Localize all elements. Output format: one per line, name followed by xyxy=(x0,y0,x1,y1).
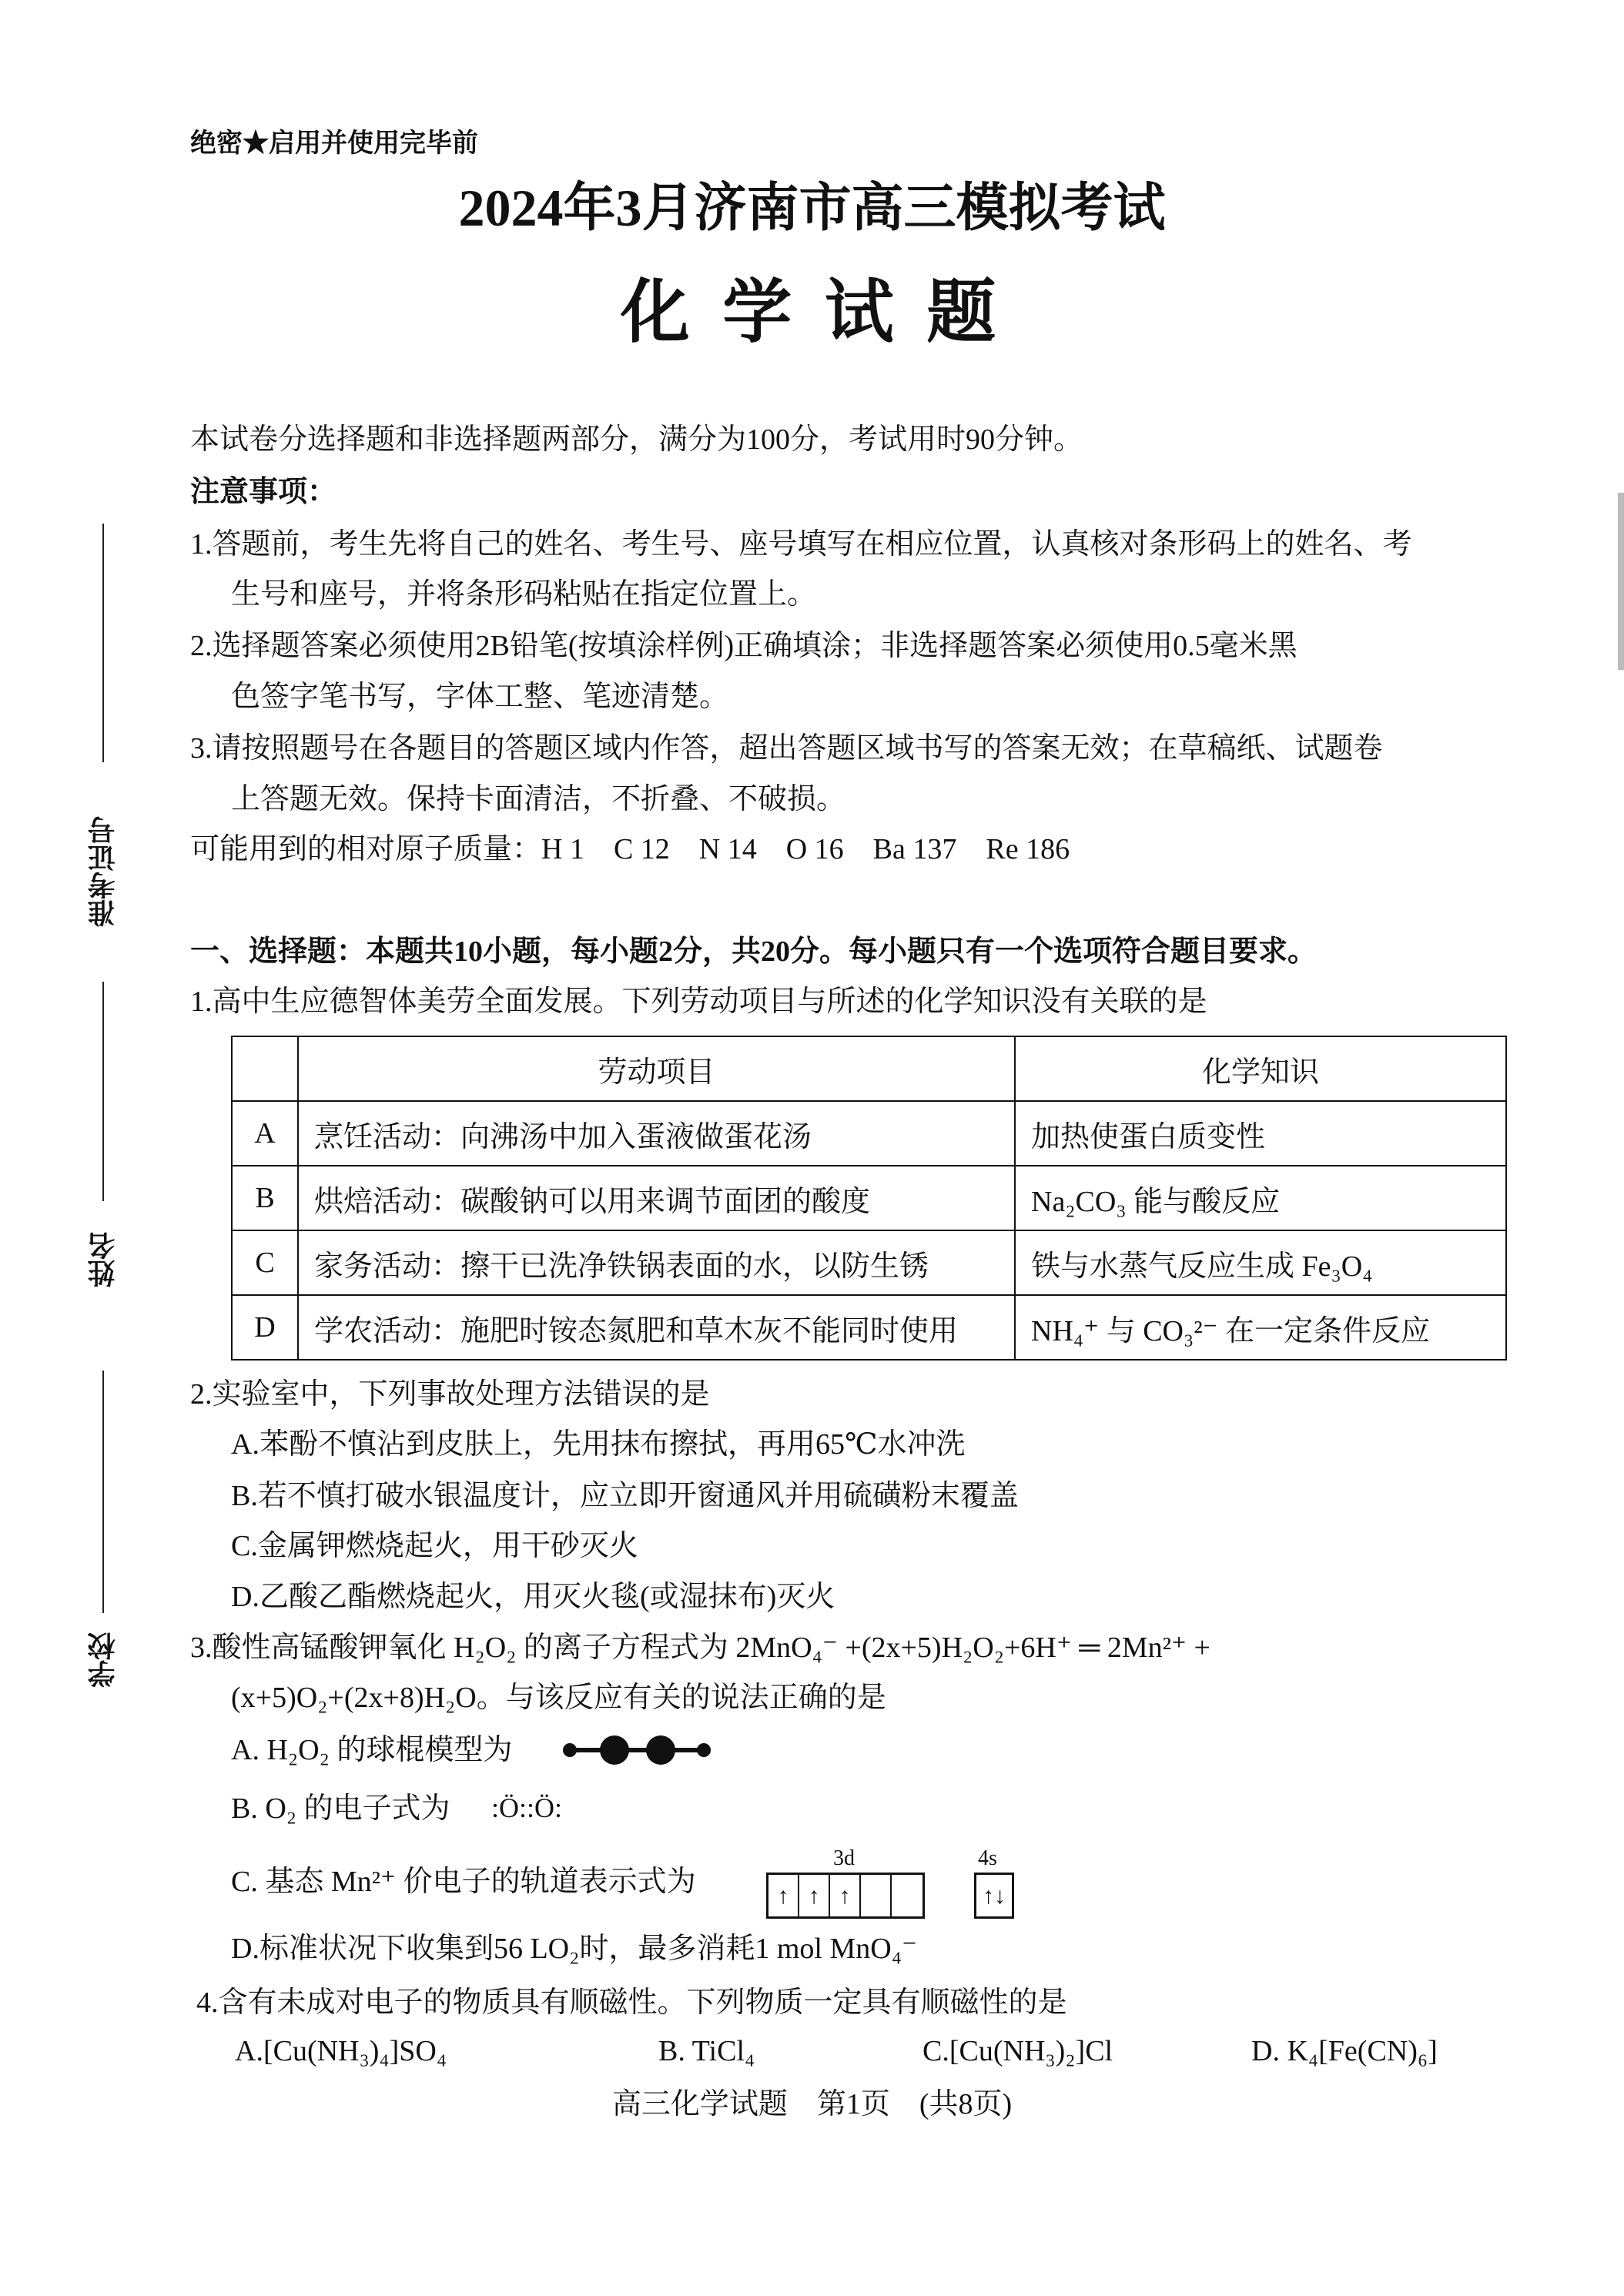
orbital-box: ↑ xyxy=(799,1875,830,1916)
orbital-box xyxy=(861,1875,892,1916)
orbital-3d-label: 3d xyxy=(833,1846,855,1870)
orbital-4s-box xyxy=(974,1873,1014,1919)
name-line xyxy=(102,982,104,1201)
q3-option-b: B. O₂ 的电子式为 xyxy=(231,1792,450,1825)
table-header: 化学知识 xyxy=(1015,1036,1506,1101)
chem-knowledge: NH₄⁺ 与 CO₃²⁻ 在一定条件反应 xyxy=(1015,1295,1506,1360)
table-row xyxy=(232,1230,1506,1295)
q3-option-c: C. 基态 Mn²⁺ 价电子的轨道表示式为 xyxy=(231,1866,696,1898)
orbital-box xyxy=(892,1875,922,1916)
q3-stem: 3.酸性高锰酸钾氧化 H₂O₂ 的离子方程式为 2MnO₄⁻ +(2x+5)H₂O₂+6H⁺ ═ 2Mn²⁺ + xyxy=(190,1632,1210,1664)
q4-option: D. K₄[Fe(CN)₆] xyxy=(1251,2035,1438,2067)
q2-stem: 2.实验室中，下列事故处理方法错误的是 xyxy=(190,1378,710,1411)
note-line: 上答题无效。保持卡面清洁，不折叠、不破损。 xyxy=(231,783,846,815)
option-letter: C xyxy=(232,1230,298,1295)
page-footer: 高三化学试题 第1页 (共8页) xyxy=(611,2088,1013,2120)
confidential-mark: 绝密★启用并使用完毕前 xyxy=(190,129,478,158)
note-line: 1.答题前，考生先将自己的姓名、考生号、座号填写在相应位置，认真核对条形码上的姓名、考 xyxy=(190,528,1412,561)
q2-option: B.若不慎打破水银温度计，应立即开窗通风并用硫磺粉末覆盖 xyxy=(231,1480,1019,1512)
orbital-box: ↑ xyxy=(830,1875,861,1916)
note-line: 2.选择题答案必须使用2B铅笔(按填涂样例)正确填涂；非选择题答案必须使用0.5毫米黑 xyxy=(190,630,1298,662)
table-row xyxy=(232,1101,1506,1166)
q4-option: C.[Cu(NH₃)₂]Cl xyxy=(922,2035,1113,2067)
q1-stem: 1.高中生应德智体美劳全面发展。下列劳动项目与所述的化学知识没有关联的是 xyxy=(190,986,1207,1018)
subject-title: 化 学 试 题 xyxy=(620,275,1004,351)
labor-item: 家务活动：擦干已洗净铁锅表面的水，以防生锈 xyxy=(298,1230,1015,1295)
o2-electron-formula: :Ö::Ö: xyxy=(491,1792,563,1823)
chem-knowledge: 加热使蛋白质变性 xyxy=(1015,1101,1506,1166)
ball-stick-model-icon xyxy=(561,1731,715,1769)
orbital-box: ↑↓ xyxy=(983,1883,1006,1909)
orbital-4s-label: 4s xyxy=(978,1846,997,1870)
q2-option: A.苯酚不慎沾到皮肤上，先用抹布擦拭，再用65℃水冲洗 xyxy=(231,1428,966,1461)
labor-item: 烘焙活动：碳酸钠可以用来调节面团的酸度 xyxy=(298,1166,1015,1230)
q2-option: D.乙酸乙酯燃烧起火，用灭火毯(或湿抹布)灭火 xyxy=(231,1581,835,1613)
chem-knowledge: Na₂CO₃ 能与酸反应 xyxy=(1015,1166,1506,1230)
q4-option: B. TiCl₄ xyxy=(658,2035,755,2067)
option-letter: B xyxy=(232,1166,298,1230)
chem-knowledge: 铁与水蒸气反应生成 Fe₃O₄ xyxy=(1015,1230,1506,1295)
section-heading: 一、选择题：本题共10小题，每小题2分，共20分。每小题只有一个选项符合题目要求。 xyxy=(190,935,1318,968)
table-header-blank xyxy=(232,1036,298,1101)
labor-item: 烹饪活动：向沸汤中加入蛋液做蛋花汤 xyxy=(298,1101,1015,1166)
q3-option-a: A. H₂O₂ 的球棍模型为 xyxy=(231,1734,513,1766)
school-label: 学校 xyxy=(88,1632,119,1688)
labor-item: 学农活动：施肥时铵态氮肥和草木灰不能同时使用 xyxy=(298,1295,1015,1360)
school-line xyxy=(102,1371,104,1613)
notes-heading: 注意事项： xyxy=(190,476,337,508)
orbital-3d-boxes xyxy=(766,1873,925,1919)
note-line: 3.请按照题号在各题目的答题区域内作答，超出答题区域书写的答案无效；在草稿纸、试题卷 xyxy=(190,732,1383,765)
note-line: 色签字笔书写，字体工整、笔迹清楚。 xyxy=(231,681,729,713)
table-header: 劳动项目 xyxy=(298,1036,1015,1101)
table-row xyxy=(232,1166,1506,1230)
intro: 本试卷分选择题和非选择题两部分，满分为100分，考试用时90分钟。 xyxy=(190,423,1083,456)
q3-option-d: D.标准状况下收集到56 LO₂时，最多消耗1 mol MnO₄⁻ xyxy=(231,1933,917,1965)
q4-option: A.[Cu(NH₃)₄]SO₄ xyxy=(235,2035,447,2067)
exam-id-label: 准考证号 xyxy=(88,816,119,927)
name-label: 姓名 xyxy=(88,1232,119,1287)
q3-stem-cont: (x+5)O₂+(2x+8)H₂O。与该反应有关的说法正确的是 xyxy=(231,1682,886,1714)
q4-stem: 4.含有未成对电子的物质具有顺磁性。下列物质一定具有顺磁性的是 xyxy=(196,1986,1067,2019)
q2-option: C.金属钾燃烧起火，用干砂灭火 xyxy=(231,1530,638,1562)
option-letter: A xyxy=(232,1101,298,1166)
orbital-box: ↑ xyxy=(768,1875,799,1916)
scan-edge xyxy=(1618,493,1624,670)
q1-table xyxy=(231,1036,1507,1361)
note-line: 生号和座号，并将条形码粘贴在指定位置上。 xyxy=(231,578,817,611)
table-row xyxy=(232,1295,1506,1360)
atomic-mass: 可能用到的相对原子质量：H 1 C 12 N 14 O 16 Ba 137 Re 186 xyxy=(190,833,1070,865)
option-letter: D xyxy=(232,1295,298,1360)
exam-id-line xyxy=(102,524,104,762)
exam-title: 2024年3月济南市高三模拟考试 xyxy=(458,179,1166,237)
